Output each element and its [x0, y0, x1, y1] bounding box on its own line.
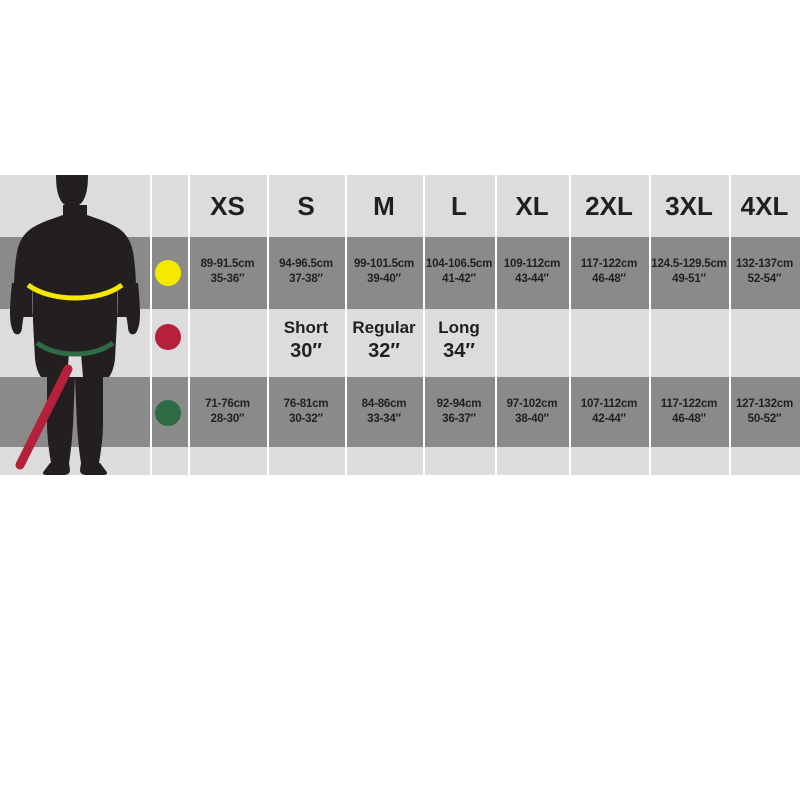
cell-line-1: 104-106.5cm	[425, 258, 493, 270]
cell-line-1: 92-94cm	[436, 398, 482, 410]
cell-line-1: 84-86cm	[361, 398, 407, 410]
legend-dot-leg	[155, 324, 181, 350]
cell-line-2: 50-52″	[747, 413, 782, 425]
column-header-4xl: 4XL	[740, 191, 789, 221]
cell-line-2: 30-32″	[289, 413, 323, 425]
cell-line-2: 30″	[290, 340, 322, 362]
size-chart-table	[0, 175, 800, 475]
column-header-m: M	[373, 191, 395, 221]
cell-line-2: 37-38″	[289, 273, 323, 285]
cell-chest-4xl	[729, 237, 800, 309]
cell-line-1: 117-122cm	[660, 398, 718, 410]
cell-line-2: 35-36″	[210, 273, 245, 285]
cell-waist-3xl	[649, 377, 729, 447]
cell-leg-m	[345, 309, 423, 377]
cell-chest-2xl	[569, 237, 649, 309]
legend-dot-waist	[155, 400, 181, 426]
cell-chest-m	[345, 237, 423, 309]
cell-leg-s	[267, 309, 345, 377]
cell-waist-s	[267, 377, 345, 447]
column-header-s: S	[297, 191, 315, 221]
cell-line-1: 97-102cm	[506, 398, 558, 410]
cell-waist-m	[345, 377, 423, 447]
column-header-3xl: 3XL	[665, 191, 713, 221]
cell-line-1: Long	[438, 318, 480, 337]
cell-line-1: Regular	[352, 318, 416, 337]
column-header-l: L	[451, 191, 467, 221]
cell-line-2: 36-37″	[442, 413, 476, 425]
cell-line-1: 71-76cm	[205, 398, 250, 410]
column-divider	[150, 175, 152, 475]
cell-line-1: 132-137cm	[735, 258, 794, 270]
cell-line-2: 49-51″	[672, 273, 706, 285]
cell-waist-xs	[188, 377, 267, 447]
cell-line-2: 46-48″	[672, 413, 706, 425]
column-header-xs: XS	[210, 191, 245, 221]
cell-chest-l	[423, 237, 495, 309]
cell-leg-l	[423, 309, 495, 377]
cell-line-2: 33-34″	[367, 413, 401, 425]
cell-line-2: 42-44″	[592, 413, 626, 425]
cell-line-2: 32″	[368, 340, 400, 362]
cell-line-2: 38-40″	[515, 413, 549, 425]
cell-line-1: 124.5-129.5cm	[651, 258, 727, 270]
cell-chest-s	[267, 237, 345, 309]
cell-waist-4xl	[729, 377, 800, 447]
cell-waist-2xl	[569, 377, 649, 447]
cell-line-2: 28-30″	[210, 413, 245, 425]
cell-leg-4xl	[729, 309, 800, 377]
cell-line-1: 117-122cm	[580, 258, 638, 270]
cell-line-1: 76-81cm	[283, 398, 329, 410]
cell-line-2: 43-44″	[515, 273, 549, 285]
cell-line-1: 109-112cm	[503, 258, 561, 270]
legend-dot-chest	[155, 260, 181, 286]
male-silhouette	[0, 175, 150, 475]
cell-line-1: 89-91.5cm	[200, 258, 255, 270]
cell-line-1: 99-101.5cm	[353, 258, 415, 270]
cell-line-1: 127-132cm	[735, 398, 794, 410]
cell-leg-xl	[495, 309, 569, 377]
cell-line-1: 94-96.5cm	[279, 258, 333, 270]
cell-line-2: 34″	[443, 340, 475, 362]
cell-chest-xs	[188, 237, 267, 309]
cell-line-1: Short	[283, 318, 329, 337]
cell-leg-xs	[188, 309, 267, 377]
cell-waist-l	[423, 377, 495, 447]
cell-chest-xl	[495, 237, 569, 309]
cell-line-2: 46-48″	[592, 273, 626, 285]
cell-waist-xl	[495, 377, 569, 447]
cell-line-2: 41-42″	[442, 273, 476, 285]
cell-line-2: 39-40″	[367, 273, 401, 285]
cell-chest-3xl	[649, 237, 729, 309]
cell-line-2: 52-54″	[747, 273, 782, 285]
cell-line-1: 107-112cm	[580, 398, 638, 410]
column-header-xl: XL	[515, 191, 549, 221]
cell-leg-3xl	[649, 309, 729, 377]
cell-leg-2xl	[569, 309, 649, 377]
column-header-2xl: 2XL	[585, 191, 633, 221]
